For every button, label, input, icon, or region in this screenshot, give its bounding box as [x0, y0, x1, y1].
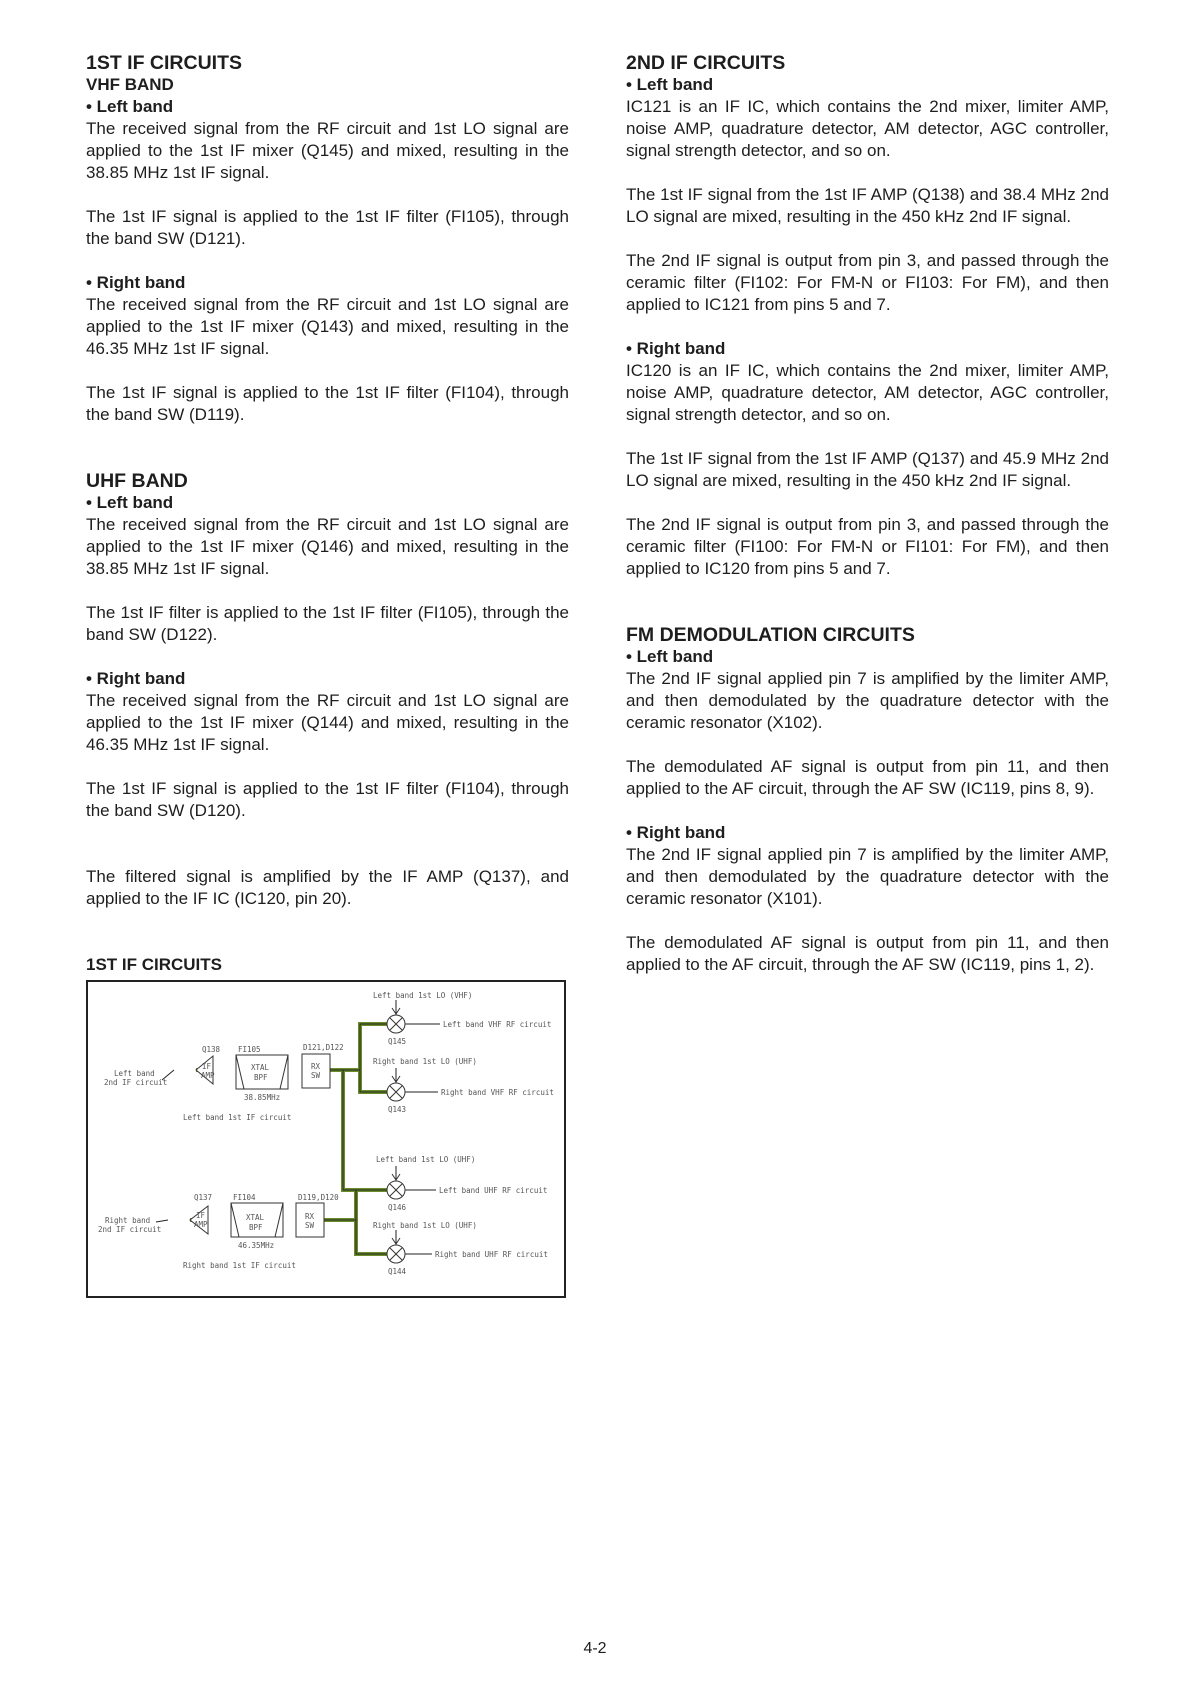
label-q144: Q144	[388, 1267, 407, 1276]
signal-paths	[190, 1024, 396, 1254]
label-top-amp: AMP	[201, 1071, 215, 1080]
section-title-fm-demod: FM DEMODULATION CIRCUITS	[626, 624, 915, 646]
vhf-left-band-para-1: The received signal from the RF circuit and 1st LO signal are applied to the 1st IF mixer (Q145) and mixed, resulting in the 38.85 MHz 1st IF signal.	[86, 119, 569, 182]
fm-right-band-para-1: The 2nd IF signal applied pin 7 is amplified by the limiter AMP, and then demodulated by the quadrature detector with the ceramic resonator (X101).	[626, 845, 1109, 908]
xtal-bpf-fi105	[236, 1055, 288, 1089]
label-bottom-sw: SW	[305, 1221, 315, 1230]
label-right-2nd-if-a: Right band	[105, 1216, 151, 1225]
label-right-uhf-rf: Right band UHF RF circuit	[435, 1250, 548, 1259]
page-number: 4-2	[583, 1640, 607, 1657]
1st-if-block-diagram	[86, 980, 566, 1298]
label-left-lo-uhf: Left band 1st LO (UHF)	[376, 1155, 476, 1164]
uhf-left-band-label: • Left band	[86, 493, 174, 512]
label-right-1st-if: Right band 1st IF circuit	[183, 1261, 296, 1270]
label-bottom-bpf: BPF	[249, 1223, 263, 1232]
mixer-q146-icon	[387, 1181, 405, 1199]
uhf-band-title: UHF BAND	[86, 470, 188, 492]
uhf-right-band-para-1: The received signal from the RF circuit and 1st LO signal are applied to the 1st IF mixer (Q144) and mixed, resulting in the 46.35 MHz 1st IF signal.	[86, 691, 569, 754]
mixer-q144-icon	[387, 1245, 405, 1263]
uhf-right-band-para-2: The 1st IF signal is applied to the 1st IF filter (FI104), through the band SW (D120).	[86, 779, 569, 820]
mixer-q143-icon	[387, 1083, 405, 1101]
label-freq-bottom: 46.35MHz	[238, 1241, 275, 1250]
label-bottom-xtal: XTAL	[246, 1213, 265, 1222]
label-left-vhf-rf: Left band VHF RF circuit	[443, 1020, 552, 1029]
mixer-q145-icon	[387, 1015, 405, 1033]
left-column	[86, 52, 569, 1298]
if2-right-band-label: • Right band	[626, 339, 726, 358]
if2-left-band-para-1: IC121 is an IF IC, which contains the 2nd mixer, limiter AMP, noise AMP, quadrature detector, AM detector, AGC controller, signal strength detector, and so on.	[626, 97, 1109, 160]
if2-left-band-para-3: The 2nd IF signal is output from pin 3, and passed through the ceramic filter (FI102: For FM-N or FI103: For FM), and then applied to IC121 from pins 5 and 7.	[626, 251, 1109, 314]
label-q146: Q146	[388, 1203, 407, 1212]
uhf-right-band-label: • Right band	[86, 669, 186, 688]
vhf-left-band-para-2: The 1st IF signal is applied to the 1st IF filter (FI105), through the band SW (D121).	[86, 207, 569, 248]
vhf-right-band-label: • Right band	[86, 273, 186, 292]
vhf-left-band-label: • Left band	[86, 97, 174, 116]
vhf-right-band-para-1: The received signal from the RF circuit and 1st LO signal are applied to the 1st IF mixer (Q143) and mixed, resulting in the 46.35 MHz 1st IF signal.	[86, 295, 569, 358]
label-left-1st-if: Left band 1st IF circuit	[183, 1113, 292, 1122]
label-fi104: FI104	[233, 1193, 256, 1202]
label-left-uhf-rf: Left band UHF RF circuit	[439, 1186, 548, 1195]
label-bottom-amp: AMP	[194, 1220, 208, 1229]
if2-right-band-para-1: IC120 is an IF IC, which contains the 2nd mixer, limiter AMP, noise AMP, quadrature detector, AM detector, AGC controller, signal strength detector, and so on.	[626, 361, 1109, 424]
label-bottom-if: IF	[196, 1211, 206, 1220]
section-title-2nd-if: 2ND IF CIRCUITS	[626, 52, 786, 74]
label-bottom-rx: RX	[305, 1212, 315, 1221]
diagram-svg	[88, 982, 564, 1296]
label-right-2nd-if-b: 2nd IF circuit	[98, 1225, 162, 1234]
label-fi105: FI105	[238, 1045, 261, 1054]
label-left-2nd-if-a: Left band	[114, 1069, 155, 1078]
label-left-2nd-if-b: 2nd IF circuit	[104, 1078, 168, 1087]
label-d121-d122: D121,D122	[303, 1043, 344, 1052]
fm-right-band-para-2: The demodulated AF signal is output from pin 11, and then applied to the AF circuit, through the AF SW (IC119, pins 1, 2).	[626, 933, 1109, 974]
label-right-lo-uhf: Right band 1st LO (UHF)	[373, 1221, 477, 1230]
label-d119-d120: D119,D120	[298, 1193, 339, 1202]
label-top-sw: SW	[311, 1071, 321, 1080]
fm-left-band-para-2: The demodulated AF signal is output from pin 11, and then applied to the AF circuit, through the AF SW (IC119, pins 8, 9).	[626, 757, 1109, 798]
label-q138: Q138	[202, 1045, 221, 1054]
label-top-xtal: XTAL	[251, 1063, 270, 1072]
label-q145: Q145	[388, 1037, 407, 1046]
filtered-signal-para: The filtered signal is amplified by the IF AMP (Q137), and applied to the IF IC (IC120, pin 20).	[86, 867, 569, 908]
label-top-rx: RX	[311, 1062, 321, 1071]
label-top-bpf: BPF	[254, 1073, 268, 1082]
fm-left-band-label: • Left band	[626, 647, 714, 666]
uhf-left-band-para-2: The 1st IF filter is applied to the 1st IF filter (FI105), through the band SW (D122).	[86, 603, 569, 644]
label-q137: Q137	[194, 1193, 213, 1202]
label-left-lo-vhf: Left band 1st LO (VHF)	[373, 991, 473, 1000]
if2-right-band-para-3: The 2nd IF signal is output from pin 3, and passed through the ceramic filter (FI100: For FM-N or FI101: For FM), and then applied to IC120 from pins 5 and 7.	[626, 515, 1109, 578]
if2-left-band-label: • Left band	[626, 75, 714, 94]
uhf-left-band-para-1: The received signal from the RF circuit and 1st LO signal are applied to the 1st IF mixer (Q146) and mixed, resulting in the 38.85 MHz 1st IF signal.	[86, 515, 569, 578]
label-right-lo-uhf-top: Right band 1st LO (UHF)	[373, 1057, 477, 1066]
if2-left-band-para-2: The 1st IF signal from the 1st IF AMP (Q138) and 38.4 MHz 2nd LO signal are mixed, resulting in the 450 kHz 2nd IF signal.	[626, 185, 1109, 226]
vhf-band-title: VHF BAND	[86, 75, 174, 94]
fm-left-band-para-1: The 2nd IF signal applied pin 7 is amplified by the limiter AMP, and then demodulated by the quadrature detector with the ceramic resonator (X102).	[626, 669, 1109, 732]
label-freq-top: 38.85MHz	[244, 1093, 281, 1102]
label-q143: Q143	[388, 1105, 407, 1114]
vhf-right-band-para-2: The 1st IF signal is applied to the 1st IF filter (FI104), through the band SW (D119).	[86, 383, 569, 424]
figure-title: 1ST IF CIRCUITS	[86, 955, 223, 974]
label-right-vhf-rf: Right band VHF RF circuit	[441, 1088, 554, 1097]
section-title-1st-if: 1ST IF CIRCUITS	[86, 52, 243, 74]
label-top-if: IF	[202, 1062, 212, 1071]
right-column	[626, 52, 1109, 998]
fm-right-band-label: • Right band	[626, 823, 726, 842]
if2-right-band-para-2: The 1st IF signal from the 1st IF AMP (Q137) and 45.9 MHz 2nd LO signal are mixed, resulting in the 450 kHz 2nd IF signal.	[626, 449, 1109, 490]
